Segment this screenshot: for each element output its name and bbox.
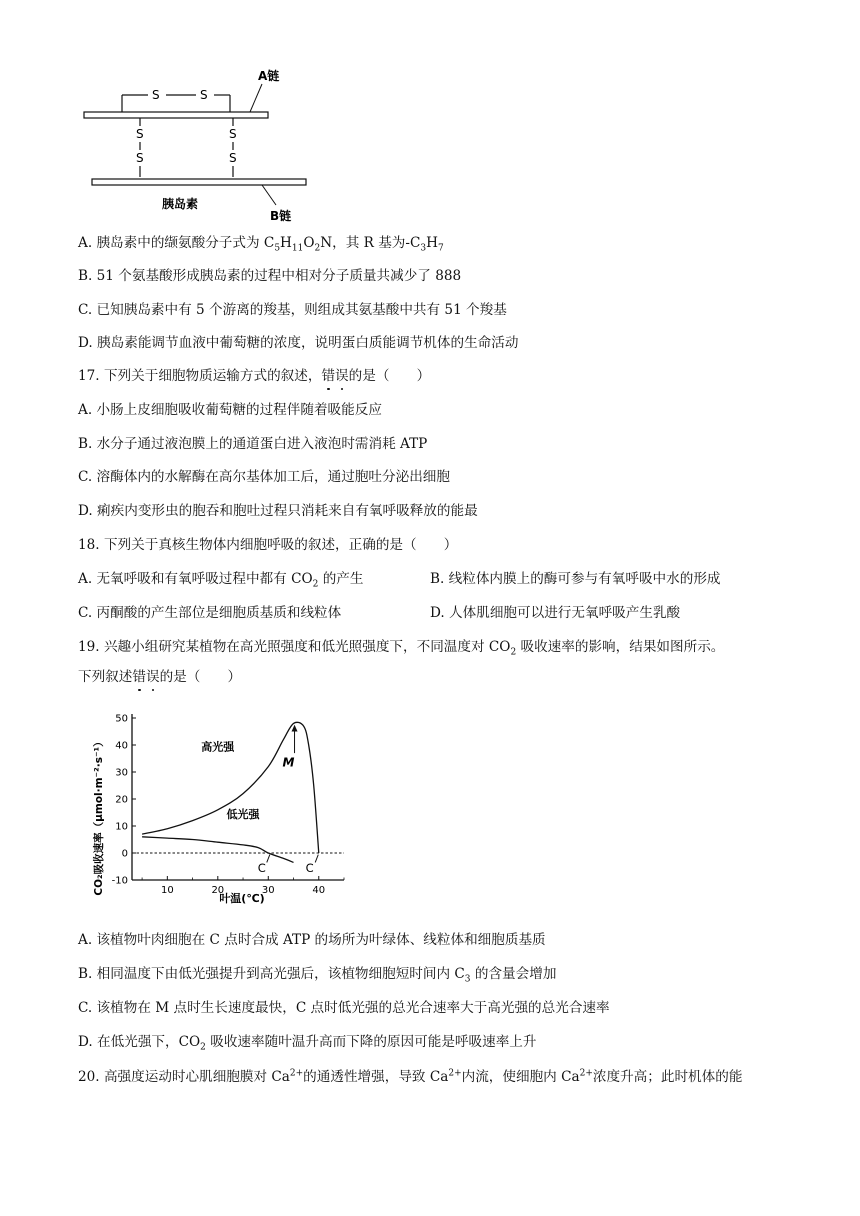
y-tick-label: 20 <box>115 794 128 806</box>
q18-stem: 18. 下列关于真核生物体内细胞呼吸的叙述，正确的是（ ） <box>78 537 458 553</box>
series-label-low-light: 低光强 <box>226 807 260 821</box>
s-atom: S <box>152 88 160 102</box>
q17-option-a: A. 小肠上皮细胞吸收葡萄糖的过程伴随着吸能反应 <box>78 402 382 418</box>
x-tick-label: 40 <box>312 885 326 896</box>
series-line-low-light <box>142 837 293 863</box>
x-tick-label: 10 <box>160 885 174 896</box>
c-arrow <box>267 855 270 863</box>
a-chain-label: A链 <box>258 69 280 83</box>
q17-option-b: B. 水分子通过液泡膜上的通道蛋白进入液泡时需消耗 ATP <box>78 436 428 452</box>
point-c-label: C <box>257 860 266 875</box>
q19-option-c: C. 该植物在 M 点时生长速度最快，C 点时低光强的总光合速率大于高光强的总光合速率 <box>78 1000 610 1016</box>
q18-option-b: B. 线粒体内膜上的酶可参与有氧呼吸中水的形成 <box>430 571 721 587</box>
y-tick-label: 30 <box>115 767 128 779</box>
chart-ylabel: CO₂吸收速率（μmol·m⁻²·s⁻¹） <box>93 736 105 896</box>
q17-option-d: D. 痢疾内变形虫的胞吞和胞吐过程只消耗来自有氧呼吸释放的能最 <box>78 503 478 519</box>
m-arrowhead <box>292 725 298 732</box>
q19-stem-line1: 19. 兴趣小组研究某植物在高光照强度和低光照强度下，不同温度对 $CO_2$ 吸收速率的影响，结果如图所示。 <box>78 639 725 658</box>
x-tick-label: 30 <box>261 885 275 896</box>
y-tick-label: 40 <box>115 740 128 752</box>
s-atom: S <box>136 151 144 165</box>
b-chain-bar <box>92 179 306 185</box>
y-tick-label: -10 <box>111 875 128 887</box>
q18-option-c: C. 丙酮酸的产生部位是细胞质基质和线粒体 <box>78 605 342 621</box>
q19-option-d: D. 在低光强下，$CO_2$ 吸收速率随叶温升高而下降的原因可能是呼吸速率上升 <box>78 1034 537 1053</box>
c-arrow <box>315 855 318 863</box>
q16-option-b: B. 51 个氨基酸形成胰岛素的过程中相对分子质量共减少了 888 <box>78 268 462 284</box>
co2-uptake-chart <box>90 706 360 906</box>
s-atom: S <box>229 127 237 141</box>
a-chain-bar <box>84 112 268 118</box>
q18-option-a: A. 无氧呼吸和有氧呼吸过程中都有 $CO_2$ 的产生 <box>78 571 364 590</box>
q18-option-d: D. 人体肌细胞可以进行无氧呼吸产生乳酸 <box>430 605 681 621</box>
point-m-label: M <box>282 755 295 770</box>
q16-option-c: C. 已知胰岛素中有 5 个游离的羧基，则组成其氨基酸中共有 51 个羧基 <box>78 302 507 318</box>
chart-plot-area <box>112 714 344 897</box>
insulin-label: 胰岛素 <box>162 197 199 211</box>
q19-option-b: B. 相同温度下由低光强提升到高光强后，该植物细胞短时间内 $C_3$ 的含量会增加 <box>78 966 557 985</box>
y-tick-label: 0 <box>121 848 128 860</box>
s-atom: S <box>136 127 144 141</box>
q17-stem: 17. 下列关于细胞物质运输方式的叙述，错误的是（ ） <box>78 368 431 384</box>
s-atom: S <box>229 151 237 165</box>
y-tick-label: 10 <box>115 821 128 833</box>
b-chain-label: B链 <box>270 209 292 223</box>
q19-option-a: A. 该植物叶肉细胞在 C 点时合成 ATP 的场所为叶绿体、线粒体和细胞质基质 <box>78 932 546 948</box>
y-tick-label: 50 <box>115 713 128 725</box>
series-label-high-light: 高光强 <box>201 740 235 754</box>
point-c-label: C <box>305 860 314 875</box>
q20-stem: 20. 高强度运动时心肌细胞膜对 $Ca^{2+}$的通透性增强，导致 $Ca^{2+}$内流，使细胞内 $Ca^{2+}$浓度升高；此时机体的能 <box>78 1068 743 1085</box>
q16-option-a: A. 胰岛素中的缬氨酸分子式为 $C_5H_{11}O_2N$，其 R 基为$-C_3H_7$ <box>78 235 444 254</box>
q19-stem-line2: 下列叙述错误的是（ ） <box>78 669 242 685</box>
insulin-structure-figure <box>78 62 338 224</box>
x-tick-label: 20 <box>211 885 225 896</box>
q17-option-c: C. 溶酶体内的水解酶在高尔基体加工后，通过胞吐分泌出细胞 <box>78 469 450 485</box>
chart-xlabel: 叶温(℃) <box>219 892 265 905</box>
s-atom: S <box>200 88 208 102</box>
q16-option-d: D. 胰岛素能调节血液中葡萄糖的浓度，说明蛋白质能调节机体的生命活动 <box>78 335 519 351</box>
